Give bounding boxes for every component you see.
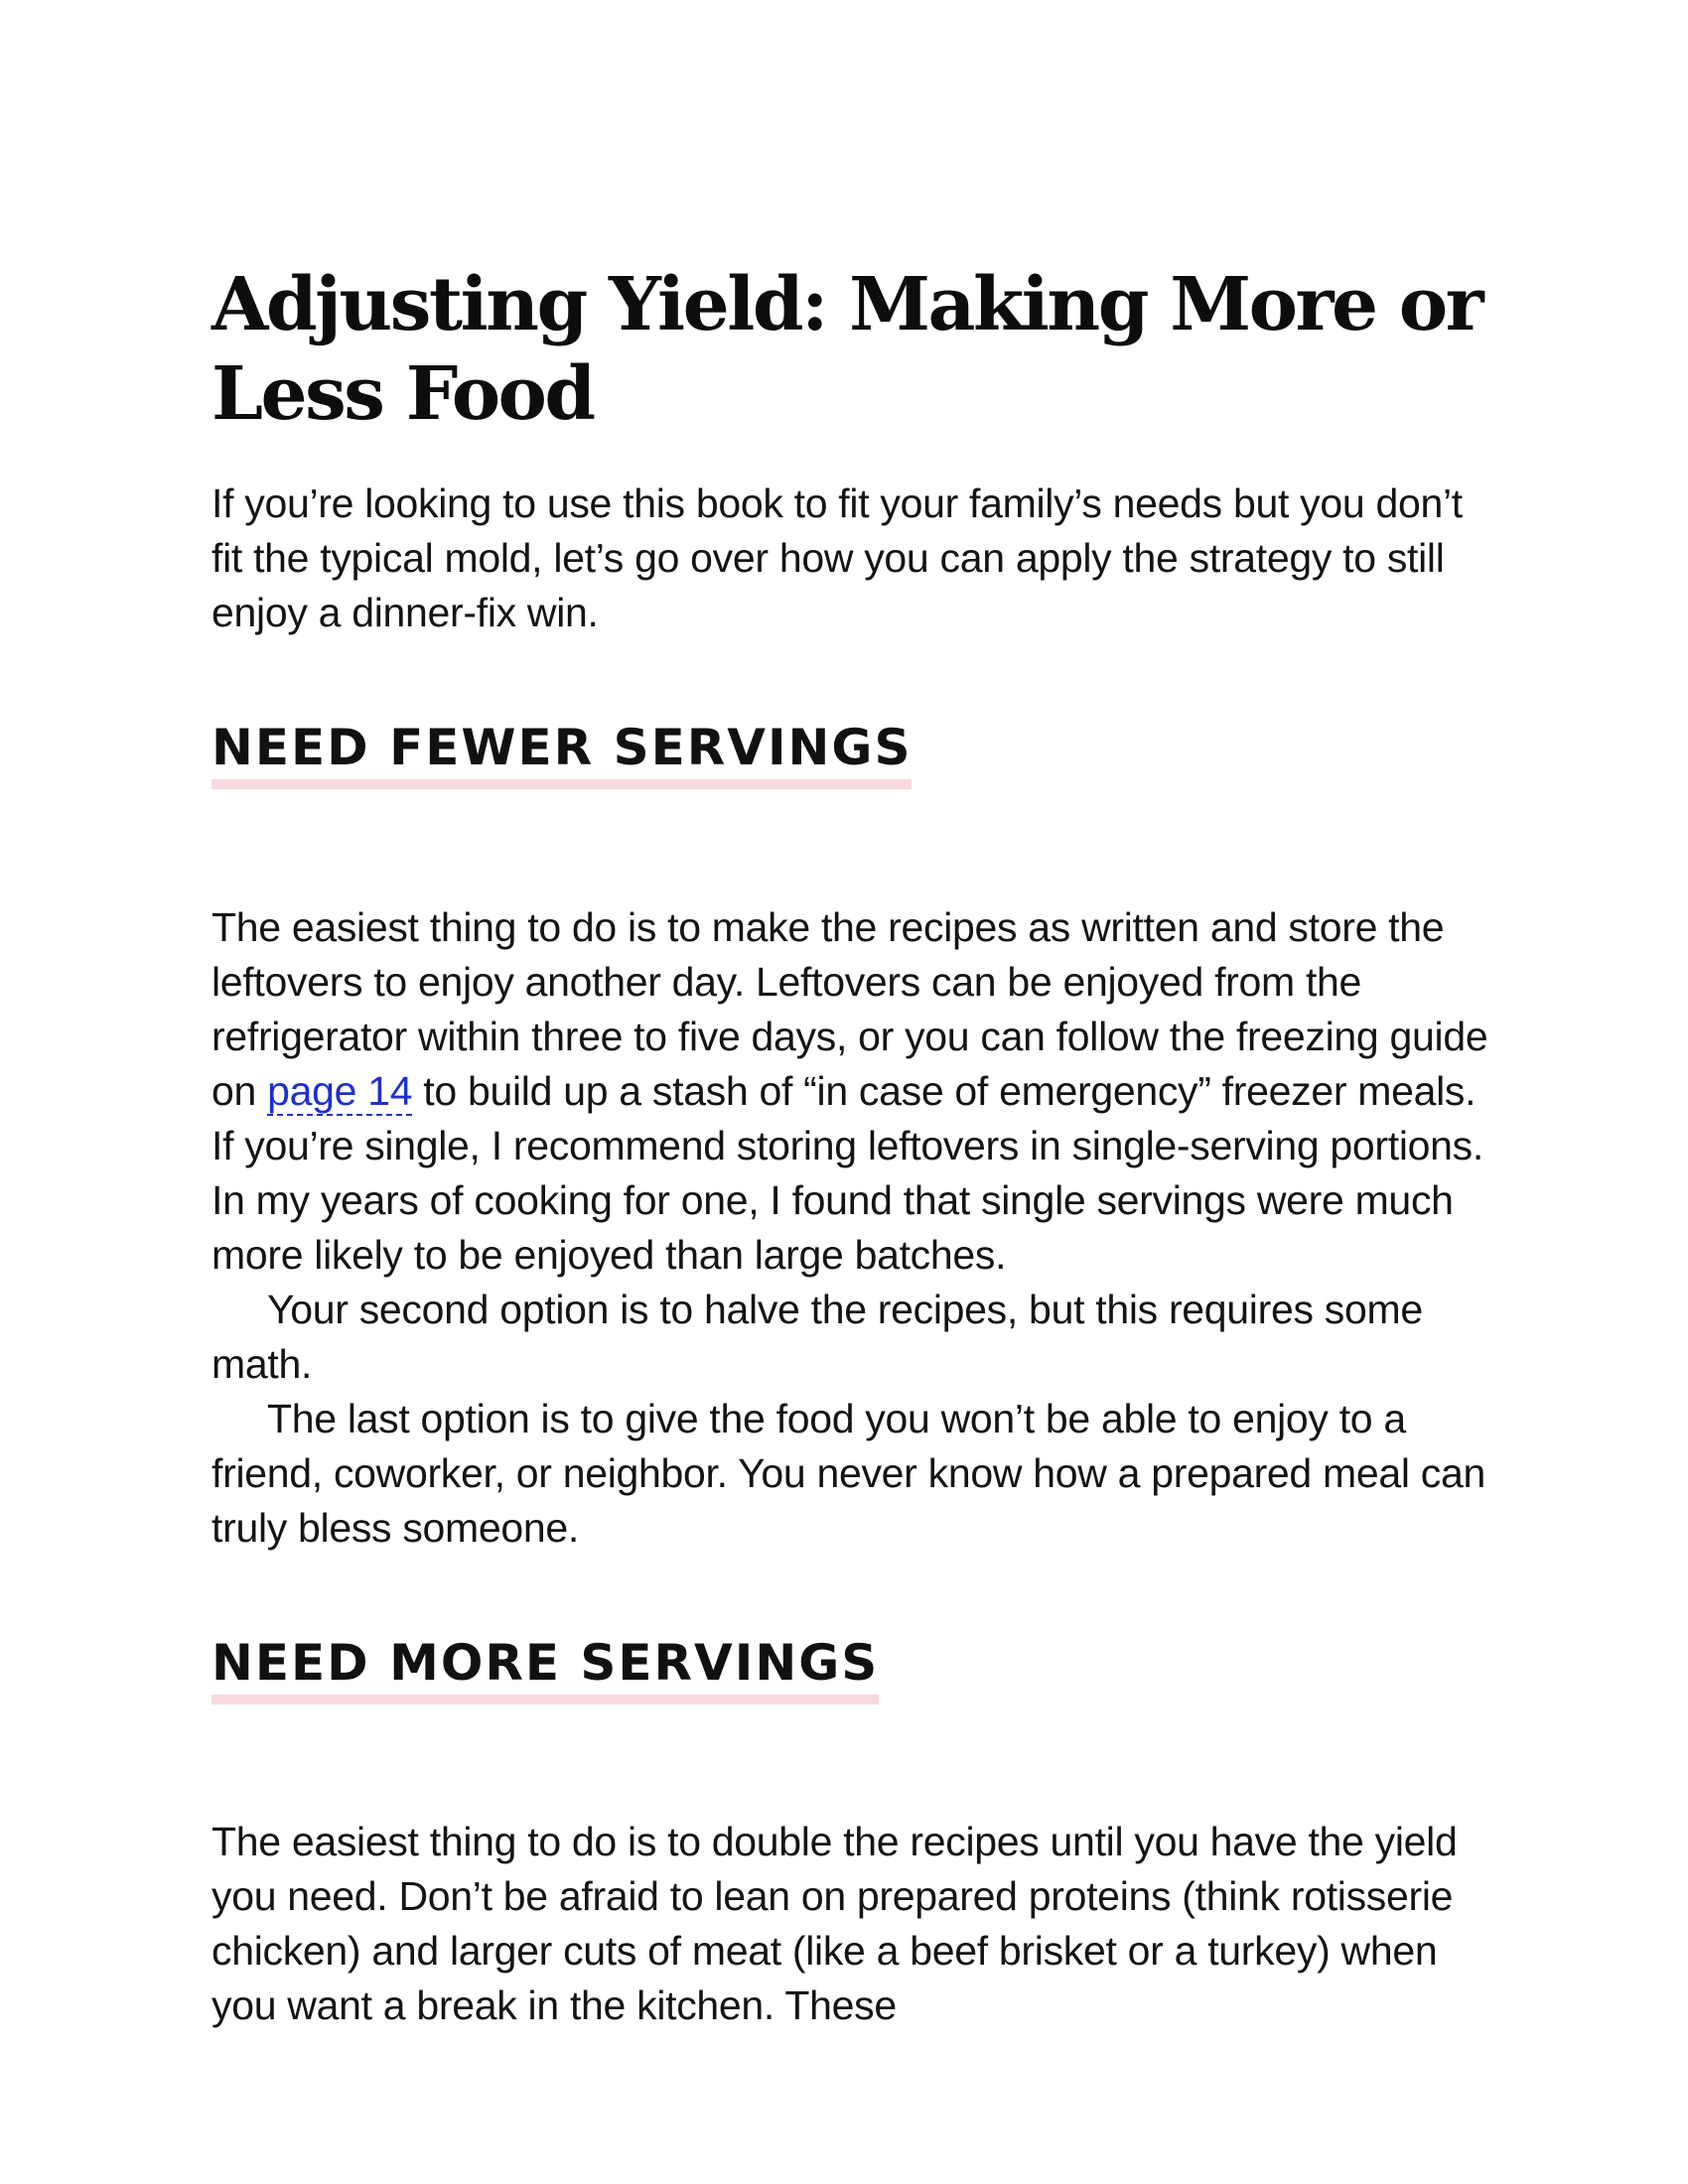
page-title: Adjusting Yield: Making More or Less Food bbox=[211, 262, 1482, 437]
section-fewer-servings-body bbox=[211, 900, 1502, 1556]
section-more-servings bbox=[211, 1556, 1502, 1746]
intro-paragraph: If you’re looking to use this book to fit your family’s needs but you don’t fit the typical mold, let’s go over how you can apply the strategy to still enjoy a dinner-fix win. bbox=[211, 480, 1463, 635]
paragraph-text: The easiest thing to do is to make the recipes as written and store the leftovers to enjoy another day. Leftovers can be enjoyed from the refrigerator within three to five days, or you can follow the freezing guide on bbox=[211, 903, 1488, 1114]
more-servings-paragraph-1: The easiest thing to do is to double the recipes until you have the yield you need. Don’t be afraid to lean on prepared proteins (think rotisserie chicken) and larger cuts of meat (like a beef brisket or a turkey) when you want a break in the kitchen. These bbox=[211, 1819, 1458, 2028]
page-14-link[interactable]: page 14 bbox=[267, 1067, 413, 1114]
section-heading-fewer-servings: NEED FEWER SERVINGS bbox=[211, 720, 912, 789]
section-heading-more-servings: NEED MORE SERVINGS bbox=[211, 1635, 879, 1705]
paragraph-text: to build up a stash of “in case of emergency” freezer meals. If you’re single, I recommend storing leftovers in single-serving portions. In my years of cooking for one, I found that single servings were much more likely to be enjoyed than large batches. bbox=[211, 1067, 1483, 1278]
fewer-servings-paragraph-1 bbox=[211, 900, 1502, 1283]
fewer-servings-paragraph-2: Your second option is to halve the recipes, but this requires some math. bbox=[211, 1286, 1423, 1387]
page-content bbox=[211, 260, 1502, 2033]
section-more-servings-body bbox=[211, 1815, 1502, 2033]
fewer-servings-paragraph-3: The last option is to give the food you won’t be able to enjoy to a friend, coworker, or neighbor. You never know how a prepared meal can truly bless someone. bbox=[211, 1395, 1485, 1551]
section-fewer-servings bbox=[211, 640, 1502, 831]
